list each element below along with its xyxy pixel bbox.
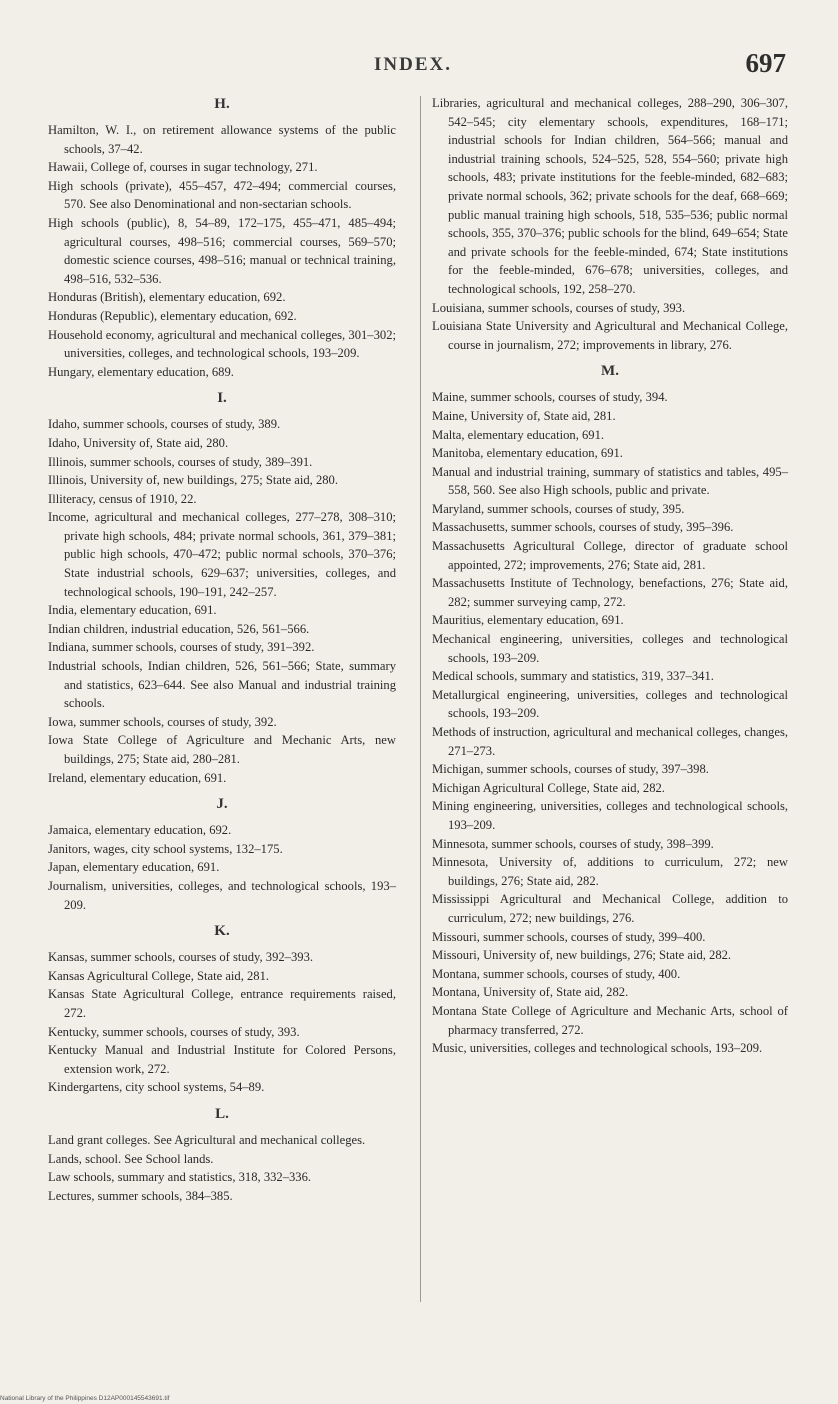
index-entry: Iowa, summer schools, courses of study, 392. <box>48 714 277 729</box>
index-entry: Illinois, summer schools, courses of study, 389–391. <box>48 454 313 469</box>
index-entry: Methods of instruction, agricultural and mechanical colleges, changes, 271–273. <box>432 725 788 758</box>
index-entry: Massachusetts Agricultural College, director of graduate school appointed, 272; improvements, 276; State aid, 281. <box>432 539 788 572</box>
index-entry: Land grant colleges. See Agricultural and mechanical colleges. <box>48 1132 366 1147</box>
section-letter: I. <box>217 390 227 407</box>
index-entry: Income, agricultural and mechanical colleges, 277–278, 308–310; private high schools, 484; private normal schools, 361, 379–381; public high schools, 470–472; public normal schools, 370–376; State industrial schools, 629–637; universities, colleges, and technological schools, 190–191, 242–257. <box>48 510 396 599</box>
index-entry: Louisiana State University and Agricultural and Mechanical College, course in journalism, 272; improvements in library, 276. <box>432 319 788 352</box>
index-entry: Honduras (Republic), elementary education, 692. <box>48 308 297 323</box>
index-entry: Louisiana, summer schools, courses of study, 393. <box>432 300 686 315</box>
index-entry: Hungary, elementary education, 689. <box>48 364 234 379</box>
scan-footer-stamp: National Library of the Philippines D12AP000145543691.tif <box>0 1395 170 1402</box>
index-entry: Missouri, University of, new buildings, 276; State aid, 282. <box>432 948 732 963</box>
index-entry: Iowa State College of Agriculture and Mechanic Arts, new buildings, 275; State aid, 280–281. <box>48 733 396 766</box>
index-entry: Mechanical engineering, universities, colleges and technological schools, 193–209. <box>432 632 788 665</box>
index-entry: Music, universities, colleges and technological schools, 193–209. <box>432 1041 763 1056</box>
page-header <box>40 48 786 88</box>
index-entry: Michigan, summer schools, courses of study, 397–398. <box>432 762 709 777</box>
index-entry: Idaho, University of, State aid, 280. <box>48 435 229 450</box>
index-entry: Mining engineering, universities, colleges and technological schools, 193–209. <box>432 799 788 832</box>
index-entry: Malta, elementary education, 691. <box>432 427 605 442</box>
index-entry: Kansas, summer schools, courses of study, 392–393. <box>48 950 314 965</box>
index-entry: Montana State College of Agriculture and Mechanic Arts, school of pharmacy transferred, 272. <box>432 1003 788 1037</box>
index-entry: Lands, school. See School lands. <box>48 1151 214 1166</box>
index-entry: Lectures, summer schools, 384–385. <box>48 1188 233 1203</box>
index-entry: Idaho, summer schools, courses of study, 389. <box>48 417 281 432</box>
index-entry: Metallurgical engineering, universities, colleges and technological schools, 193–209. <box>432 687 788 721</box>
section-letter: K. <box>214 923 230 940</box>
index-entry: High schools (public), 8, 54–89, 172–175, 455–471, 485–494; agricultural courses, 498–516; commercial courses, 569–570; domestic science courses, 498–516; manual or technical training, 498–516, 532–536. <box>48 215 396 286</box>
section-letter: H. <box>214 96 230 112</box>
section-letter: M. <box>601 363 619 380</box>
index-entry: Manual and industrial training, summary of statistics and tables, 495–558, 560. See also High schools, public and private. <box>432 464 788 498</box>
index-entry: Kentucky Manual and Industrial Institute for Colored Persons, extension work, 272. <box>48 1043 396 1076</box>
index-entry: Kentucky, summer schools, courses of study, 393. <box>48 1024 300 1039</box>
index-entry: Honduras (British), elementary education, 692. <box>48 290 286 305</box>
index-entry: Libraries, agricultural and mechanical colleges, 288–290, 306–307, 542–545; city elementary schools, expenditures, 168–171; industrial schools for Indian children, 564–566; manual and industrial training schools, 524–525, 528, 554–560; private high schools, 483; private institutions for the feeble-minded, 682–683; private normal schools, 362; private schools for the deaf, 668–669; public manual training high schools, 518, 535–536; public normal schools, 355, 370–376; public schools for the blind, 649–654; State and private schools for the feeble-minded, 674; State institutions for the feeble-minded, 676–678; universities, colleges, and technological schools, 192, 258–270. <box>432 96 789 296</box>
index-entry: Kansas Agricultural College, State aid, 281. <box>48 968 270 983</box>
index-entry: Minnesota, University of, additions to curriculum, 272; new buildings, 276; State aid, 282. <box>432 855 788 888</box>
index-entry: Kansas State Agricultural College, entrance requirements raised, 272. <box>48 987 396 1020</box>
index-entry: Maryland, summer schools, courses of study, 395. <box>432 501 685 516</box>
index-entry: Ireland, elementary education, 691. <box>48 770 227 785</box>
index-entry: Massachusetts, summer schools, courses of study, 395–396. <box>432 520 734 535</box>
index-entry: Kindergartens, city school systems, 54–89. <box>48 1080 265 1095</box>
index-entry: Japan, elementary education, 691. <box>48 860 220 875</box>
index-entry: Illiteracy, census of 1910, 22. <box>48 491 197 506</box>
index-entry: Hamilton, W. I., on retirement allowance systems of the public schools, 37–42. <box>48 123 396 156</box>
section-letter: L. <box>215 1105 229 1122</box>
index-entry: Indian children, industrial education, 526, 561–566. <box>48 621 310 636</box>
index-entry: Mauritius, elementary education, 691. <box>432 613 624 628</box>
index-entry: Law schools, summary and statistics, 318, 332–336. <box>48 1170 312 1185</box>
index-entry: Maine, summer schools, courses of study, 394. <box>432 390 668 405</box>
index-entry: Missouri, summer schools, courses of study, 399–400. <box>432 929 706 944</box>
index-entry: Hawaii, College of, courses in sugar technology, 271. <box>48 160 318 175</box>
index-entry: Jamaica, elementary education, 692. <box>48 823 232 838</box>
index-entry: Minnesota, summer schools, courses of study, 398–399. <box>432 836 714 851</box>
index-entry: Illinois, University of, new buildings, 275; State aid, 280. <box>48 473 338 488</box>
index-entry: Manitoba, elementary education, 691. <box>432 446 623 461</box>
index-entry: Medical schools, summary and statistics, 319, 337–341. <box>432 669 714 684</box>
index-entry: Massachusetts Institute of Technology, benefactions, 276; State aid, 282; summer surveying camp, 272. <box>432 576 788 609</box>
index-entry: Journalism, universities, colleges, and technological schools, 193–209. <box>48 878 396 912</box>
left-column <box>48 94 396 1205</box>
index-entry: Household economy, agricultural and mechanical colleges, 301–302; universities, colleges, and technological schools, 193–209. <box>48 327 396 361</box>
index-entry: Michigan Agricultural College, State aid, 282. <box>432 780 665 795</box>
index-entry: Montana, University of, State aid, 282. <box>432 985 629 1000</box>
index-entry: High schools (private), 455–457, 472–494; commercial courses, 570. See also Denominational and non-sectarian schools. <box>48 178 396 212</box>
index-entry: Mississippi Agricultural and Mechanical College, addition to curriculum, 272; new buildings, 276. <box>432 892 788 925</box>
index-entry: Maine, University of, State aid, 281. <box>432 408 616 423</box>
running-head-title: INDEX. <box>374 54 452 75</box>
index-entry: India, elementary education, 691. <box>48 603 217 618</box>
index-entry: Indiana, summer schools, courses of study, 391–392. <box>48 640 315 655</box>
column-divider <box>420 96 421 1302</box>
section-letter: J. <box>216 796 228 813</box>
index-entry: Industrial schools, Indian children, 526, 561–566; State, summary and statistics, 623–644. See also Manual and industrial training schools. <box>48 659 396 711</box>
index-entry: Montana, summer schools, courses of study, 400. <box>432 966 681 981</box>
page-number: 697 <box>745 48 786 78</box>
index-entry: Janitors, wages, city school systems, 132–175. <box>48 841 283 856</box>
right-column <box>432 94 788 1058</box>
